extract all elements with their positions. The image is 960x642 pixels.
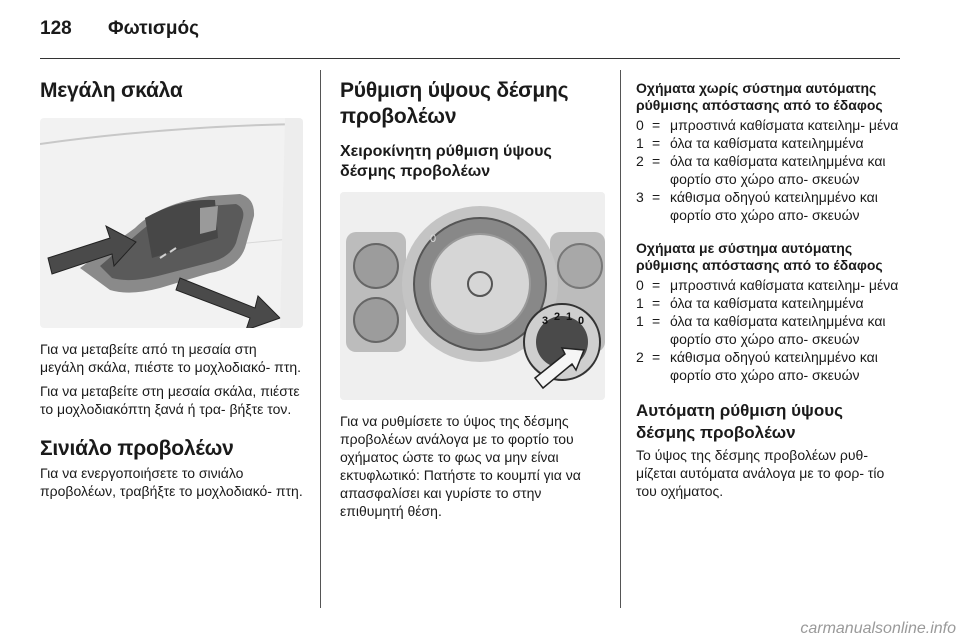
list-auto-level (636, 276, 904, 384)
heading-headlight-flash: Σινιάλο προβολέων (40, 437, 234, 460)
column-vehicle-types (636, 72, 904, 500)
list-item-number: 0 (636, 277, 644, 293)
paragraph-auto-beam: Το ύψος της δέσμης προβολέων ρυθ- μίζεται αυτόματα ανάλογα με το φορ- τίο του οχήματος. (636, 447, 885, 499)
paragraph-headlight-flash: Για να ενεργοποιήσετε το σινιάλο προβολέων, τραβήξτε το μοχλοδιακό- πτη. (40, 465, 303, 499)
dial-illustration (340, 192, 605, 400)
list-item-equals: = (652, 117, 661, 133)
figure-dial-illustration (340, 192, 605, 400)
stalk-illustration (40, 118, 303, 328)
list-item-equals: = (652, 189, 661, 205)
list-item (636, 116, 904, 134)
list-item (636, 294, 904, 312)
list-no-auto-level (636, 116, 904, 224)
list-item-number: 3 (636, 189, 644, 205)
subheading-auto-level: Οχήματα με σύστημα αυτόματης ρύθμισης απόστασης από το έδαφος (636, 240, 883, 273)
watermark: carmanualsonline.info (800, 620, 956, 637)
heading-auto-beam: Αυτόματη ρύθμιση ύψους δέσμης προβολέων (636, 401, 843, 442)
list-item-text: όλα τα καθίσματα κατειλημμένα (670, 135, 864, 151)
list-item-text: μπροστινά καθίσματα κατειλημ- μένα (670, 277, 899, 293)
list-item (636, 152, 904, 188)
page-number: 128 (40, 18, 72, 39)
fog-light-front-icon (354, 244, 398, 288)
list-item-equals: = (652, 295, 661, 311)
list-item (636, 348, 904, 384)
heading-high-beam: Μεγάλη σκάλα (40, 79, 183, 102)
list-item-text: όλα τα καθίσματα κατειλημμένα (670, 295, 864, 311)
subheading-manual-adjust: Χειροκίνητη ρύθμιση ύψους δέσμης προβολέων (340, 143, 552, 180)
list-item-number: 0 (636, 117, 644, 133)
light-switch-dial[interactable] (430, 234, 530, 334)
dial-mark-zero: 0 (430, 233, 437, 245)
list-item (636, 188, 904, 224)
column-high-beam (40, 72, 303, 500)
list-item-text: μπροστινά καθίσματα κατειλημ- μένα (670, 117, 899, 133)
dial-mark-2: 2 (554, 311, 561, 323)
paragraph-high-beam-1: Για να μεταβείτε από τη μεσαία στη μεγάλη σκάλα, πιέστε το μοχλοδιακό- πτη. (40, 341, 302, 375)
list-item-number: 1 (636, 295, 644, 311)
list-item-number: 1 (636, 313, 644, 329)
heading-beam-adjust: Ρύθμιση ύψους δέσμης προβολέων (340, 79, 569, 128)
subheading-no-auto-level: Οχήματα χωρίς σύστημα αυτόματης ρύθμισης απόστασης από το έδαφος (636, 80, 883, 113)
list-item-text: κάθισμα οδηγού κατειλημμένο και φορτίο στο χώρο απο- σκευών (670, 349, 878, 383)
list-item-text: κάθισμα οδηγού κατειλημμένο και φορτίο στο χώρο απο- σκευών (670, 189, 878, 223)
dial-mark-3: 3 (542, 315, 549, 327)
list-item-equals: = (652, 153, 661, 169)
page-header (40, 18, 920, 48)
column-divider-2 (620, 70, 621, 608)
list-item-number: 1 (636, 135, 644, 151)
figure-stalk-illustration (40, 118, 303, 328)
list-item-text: όλα τα καθίσματα κατειλημμένα και φορτίο στο χώρο απο- σκευών (670, 313, 886, 347)
list-item (636, 134, 904, 152)
arrow-pull-icon (176, 278, 280, 328)
column-divider-1 (320, 70, 321, 608)
paragraph-high-beam-2: Για να μεταβείτε στη μεσαία σκάλα, πιέστε το μοχλοδιακόπτη ξανά ή τρα- βήξτε τον. (40, 383, 300, 417)
chapter-title: Φωτισμός (108, 18, 199, 39)
list-item-equals: = (652, 135, 661, 151)
list-item-equals: = (652, 313, 661, 329)
list-item-number: 2 (636, 153, 644, 169)
paragraph-beam-adjust: Για να ρυθμίσετε το ύψος της δέσμης προβολέων ανάλογα με το φορτίο του οχήματος ώστε το φως να μην είναι εκτυφλωτικό: Πατήστε το κουμπί για να απασφαλίσει και γυρίστε το στην επιθυμητή θέση. (340, 413, 581, 519)
list-item (636, 276, 904, 294)
header-rule (40, 58, 900, 59)
fog-light-rear-icon (354, 298, 398, 342)
column-beam-adjust (340, 72, 605, 520)
list-item-text: όλα τα καθίσματα κατειλημμένα και φορτίο στο χώρο απο- σκευών (670, 153, 886, 187)
dial-mark-1: 1 (566, 311, 573, 323)
list-item (636, 312, 904, 348)
list-item-equals: = (652, 349, 661, 365)
dial-mark-0: 0 (578, 315, 585, 327)
list-item-number: 2 (636, 349, 644, 365)
list-item-equals: = (652, 277, 661, 293)
